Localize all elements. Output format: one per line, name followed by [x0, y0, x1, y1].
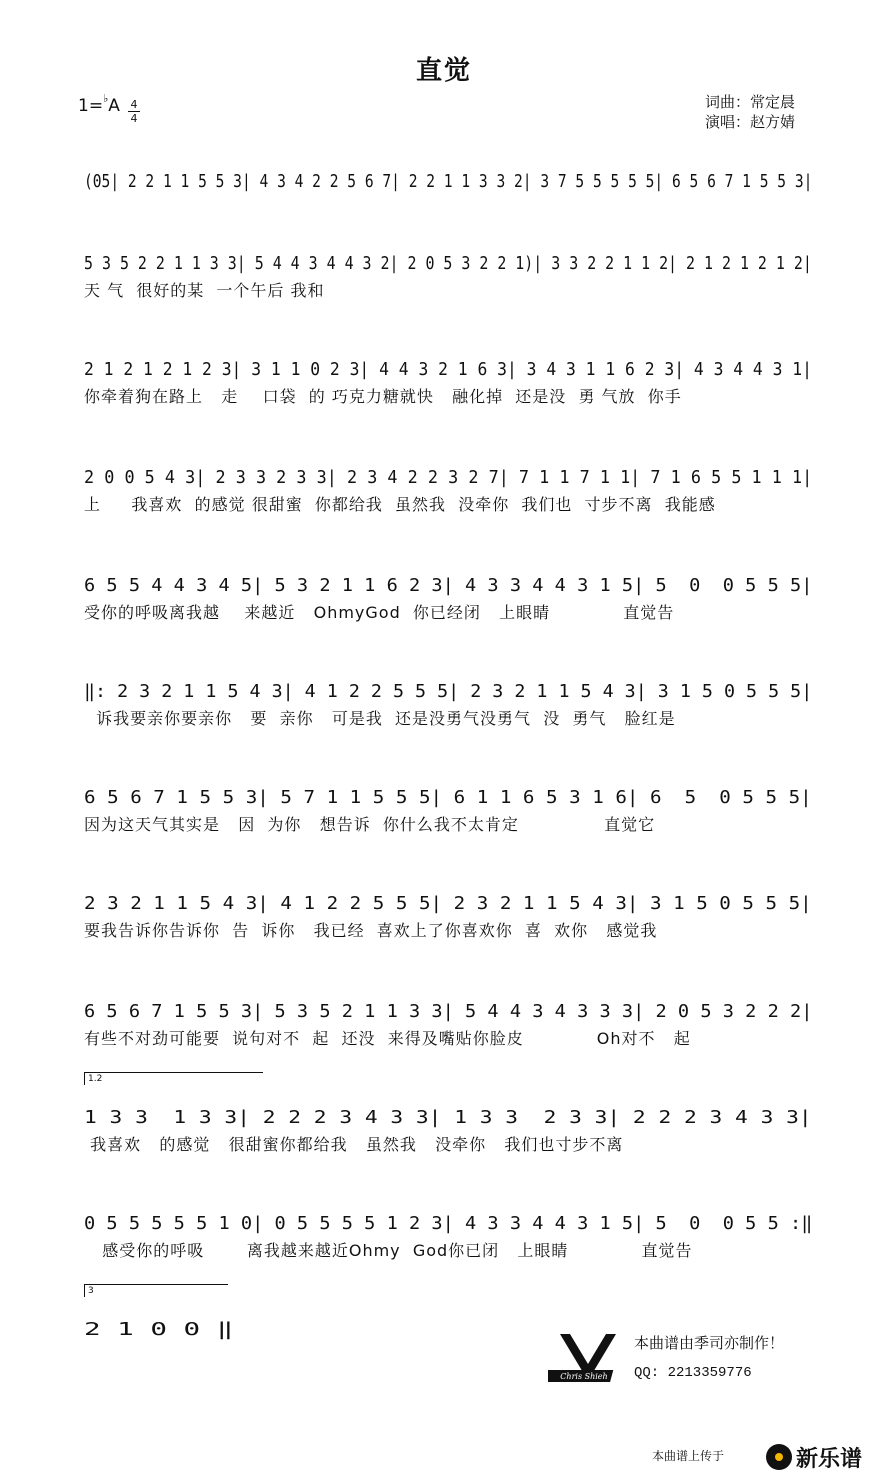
- flat-symbol: ♭: [103, 92, 109, 105]
- time-signature-top: 4: [130, 98, 138, 111]
- key-note: A: [108, 96, 120, 116]
- lyrics-line: 你牵着狗在路上 走 口袋 的 巧克力糖就快 融化掉 还是没 勇 气放 你手: [84, 387, 682, 406]
- lyrics-line: 天 气 很好的某 一个午后 我和: [84, 281, 325, 300]
- notes-line: [84, 882, 814, 916]
- qq-number: QQ: 2213359776: [634, 1365, 752, 1381]
- lyrics-line: 因为这天气其实是 因 为你 想告诉 你什么我不太肯定 直觉它: [84, 815, 656, 834]
- key-signature: [78, 92, 120, 116]
- notes-line: [84, 776, 814, 810]
- notes-line: [84, 1202, 814, 1236]
- jianpu-notes: 6 5 6 7 1 5 5 3| 5 7 1 1 5 5 5| 6 1 1 6 5 3 1 6| 6 5 0 5 5 5|: [84, 787, 812, 808]
- jianpu-notes: ‖: 2 3 2 1 1 5 4 3| 4 1 2 2 5 5 5| 2 3 2 1 1 5 4 3| 3 1 5 0 5 5 5|: [84, 681, 813, 702]
- lyrics-line: 我喜欢 的感觉 很甜蜜你都给我 虽然我 没牵你 我们也寸步不离: [84, 1135, 624, 1154]
- notes-line: [84, 160, 814, 194]
- lyrics-line: 上 我喜欢 的感觉 很甜蜜 你都给我 虽然我 没牵你 我们也 寸步不离 我能感: [84, 495, 716, 514]
- notes-line: [84, 670, 814, 704]
- brand-name: 新乐谱: [796, 1447, 863, 1472]
- notes-line: [84, 348, 814, 382]
- notes-line: [84, 564, 814, 598]
- lyrics-line: 诉我要亲你要亲你 要 亲你 可是我 还是没勇气没勇气 没 勇气 脸红是: [84, 709, 676, 728]
- credits: [705, 92, 795, 132]
- v-logo-icon: [548, 1330, 628, 1386]
- key-prefix: 1=: [78, 96, 104, 116]
- lyrics-line: 受你的呼吸离我越 来越近 OhmyGod 你已经闭 上眼睛 直觉告: [84, 603, 675, 622]
- song-title: 直觉: [415, 56, 472, 86]
- time-signature: [128, 99, 140, 124]
- lyrics-line: 有些不对劲可能要 说句对不 起 还没 来得及嘴贴你脸皮 Oh对不 起: [84, 1029, 691, 1048]
- svg-text:Chris Shieh: Chris Shieh: [560, 1372, 608, 1381]
- jianpu-notes: (05| 2 2 1 1 5 5 3| 4 3 4 2 2 5 6 7| 2 2 1 1 3 3 2| 3 7 5 5 5 5 5| 6 5 6 7 1 5 5 3|: [84, 171, 813, 192]
- jianpu-notes: 2 1 0 0 ‖: [84, 1319, 234, 1340]
- disc-icon: [764, 1442, 794, 1472]
- upload-note: 本曲谱上传于: [652, 1449, 725, 1463]
- jianpu-notes: 6 5 5 4 4 3 4 5| 5 3 2 1 1 6 2 3| 4 3 3 4 4 3 1 5| 5 0 0 5 5 5|: [84, 575, 813, 596]
- jianpu-notes: 0 5 5 5 5 5 1 0| 0 5 5 5 5 1 2 3| 4 3 3 4 4 3 1 5| 5 0 0 5 5 :‖: [84, 1213, 813, 1234]
- notes-line: [84, 242, 814, 276]
- notes-line: [84, 1096, 814, 1130]
- jianpu-notes: 2 1 2 1 2 1 2 3| 3 1 1 0 2 3| 4 4 3 2 1 6 3| 3 4 3 1 1 6 2 3| 4 3 4 4 3 1|: [84, 359, 812, 380]
- jianpu-notes: 1 3 3 1 3 3| 2 2 2 3 4 3 3| 1 3 3 2 3 3| 2 2 2 3 4 3 3|: [84, 1107, 812, 1128]
- credit-lyrics-music: 词曲：常定晨: [705, 93, 796, 111]
- credit-singer: 演唱：赵方婧: [705, 113, 796, 131]
- time-signature-bottom: 4: [130, 112, 138, 125]
- jianpu-notes: 5 3 5 2 2 1 1 3 3| 5 4 4 3 4 4 3 2| 2 0 5 3 2 2 1)| 3 3 2 2 1 1 2| 2 1 2 1 2 1 2|: [84, 253, 812, 274]
- volta-bracket: 1.2: [84, 1072, 263, 1085]
- notes-line: [84, 456, 814, 490]
- jianpu-notes: 2 0 0 5 4 3| 2 3 3 2 3 3| 2 3 4 2 2 3 2 7| 7 1 1 7 1 1| 7 1 6 5 5 1 1 1|: [84, 467, 813, 488]
- maker-note: 本曲谱由季司亦制作！: [634, 1334, 785, 1352]
- notes-line: [84, 990, 814, 1024]
- lyrics-line: 要我告诉你告诉你 告 诉你 我已经 喜欢上了你喜欢你 喜 欢你 感觉我: [84, 921, 658, 940]
- lyrics-line: 感受你的呼吸 离我越来越近Ohmy God你已闭 上眼睛 直觉告: [84, 1241, 693, 1260]
- jianpu-notes: 6 5 6 7 1 5 5 3| 5 3 5 2 1 1 3 3| 5 4 4 3 4 3 3 3| 2 0 5 3 2 2 2|: [84, 1001, 813, 1022]
- volta-bracket: 3: [84, 1284, 228, 1297]
- jianpu-notes: 2 3 2 1 1 5 4 3| 4 1 2 2 5 5 5| 2 3 2 1 1 5 4 3| 3 1 5 0 5 5 5|: [84, 893, 812, 914]
